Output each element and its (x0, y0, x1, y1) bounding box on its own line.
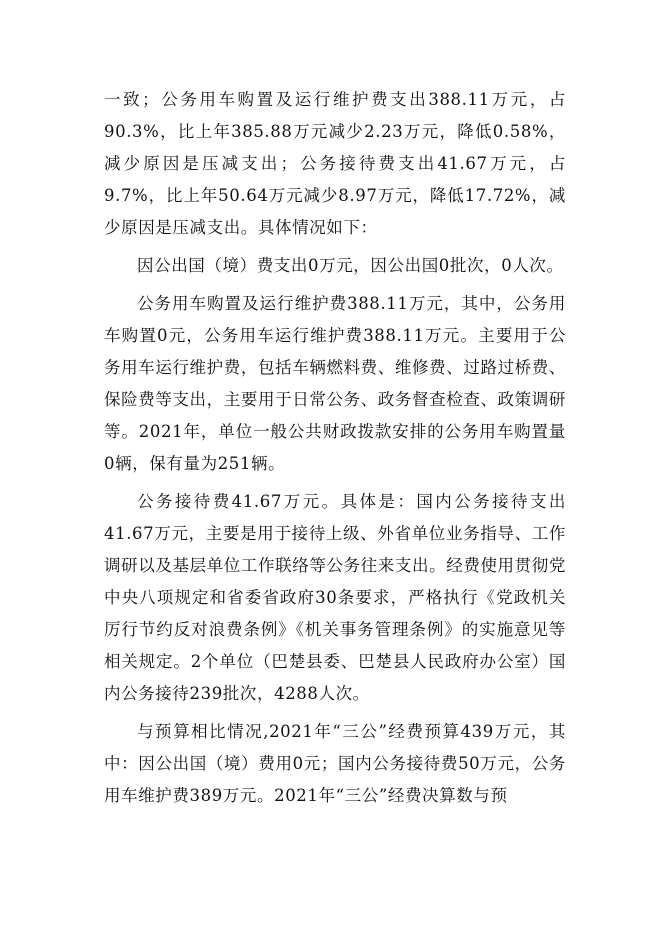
paragraph-reception-expenses: 公务接待费41.67万元。具体是：国内公务接待支出41.67万元，主要是用于接待上级、外省单位业务指导、工作调研以及基层单位工作联络等公务往来支出。经费使用贯彻党中央八项规定和省委省政府30条要求，严格执行《党政机关厉行节约反对浪费条例》《机关事务管理条例》的实施意见等相关规定。2个单位（巴楚县委、巴楚县人民政府办公室）国内公务接待239批次，4288人次。 (104, 492, 566, 703)
paragraph-budget-comparison: 与预算相比情况,2021年“三公”经费预算439万元，其中：因公出国（境）费用0元；国内公务接待费50万元，公务用车维护费389万元。2021年“三公”经费决算数与预 (104, 722, 566, 805)
paragraph-vehicle-expenses: 公务用车购置及运行维护费388.11万元，其中，公务用车购置0元，公务用车运行维护费388.11万元。主要用于公务用车运行维护费，包括车辆燃料费、维修费、过路过桥费、保险费等支出，主要用于日常公务、政务督查检查、政策调研等。2021年，单位一般公共财政拨款安排的公务用车购置量0辆，保有量为251辆。 (104, 294, 566, 473)
paragraph-summary-continuation: 一致；公务用车购置及运行维护费支出388.11万元，占90.3%，比上年385.88万元减少2.23万元，降低0.58%，减少原因是压减支出；公务接待费支出41.67万元，占9.7%，比上年50.64万元减少8.97万元，降低17.72%，减少原因是压减支出。具体情况如下： (104, 90, 566, 237)
paragraph-overseas-travel: 因公出国（境）费支出0万元，因公出国0批次，0人次。 (137, 256, 564, 275)
document-body (104, 84, 566, 812)
